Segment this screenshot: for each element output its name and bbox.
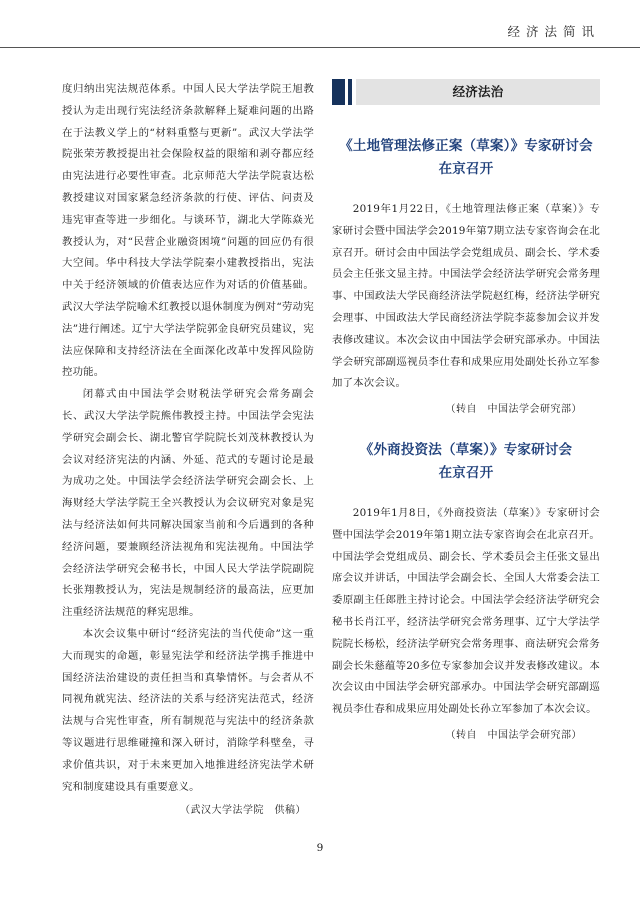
- article-2-credit: （转自 中国法学会研究部）: [445, 729, 582, 741]
- section-header: [332, 79, 600, 105]
- left-paragraph-1: 度归纳出宪法规范体系。中国人民大学法学院王旭教授认为走出现行宪法经济条款解释上疑难问题的出路在于法教义学上的“材料重整与更新”。武汉大学法学院张荣芳教授提出社会保险权益的限缩和剥夺都应经由宪法进行必要性审查。北京师范大学法学院袁达松教授建议对国家紧急经济条款的行使、评估、问责及违宪审查等进一步细化。与谈环节，湖北大学陈焱光教授认为，对“民营企业融资困境”问题的回应仍有很大空间。华中科技大学法学院秦小建教授指出，宪法中关于经济领域的价值表达应作为对话的价值基础。武汉大学法学院喻术红教授以退休制度为例对“劳动宪法”进行阐述。辽宁大学法学院郭金良研究员建议，宪法应保障和支持经济法在全面深化改革中发挥风险防控功能。: [62, 83, 314, 379]
- article-2-title: [332, 439, 600, 485]
- article-2-title-line-1: 《外商投资法（草案）》专家研讨会: [359, 441, 573, 458]
- section-bar-stripe: [348, 79, 352, 105]
- right-column: [332, 79, 600, 747]
- page-number: 9: [316, 842, 324, 854]
- left-column: [62, 79, 314, 822]
- left-paragraph-3: 本次会议集中研讨“经济宪法的当代使命”这一重大而现实的命题，彰显宪法学和经济法学携手推进中国经济法治建设的责任担当和真挚情怀。与会者从不同视角就宪法、经济法的关系与经济宪法范式，经济法规与合宪性审查，所有制规范与宪法中的经济条款等议题进行思维碰撞和深入研讨，消除学科壁垒，寻求价值共识，对于未来更加入地推进经济宪法学术研究和制度建设具有重要意义。: [62, 627, 314, 793]
- article-1-title-line-1: 《土地管理法修正案（草案）》专家研讨会: [339, 138, 593, 154]
- left-paragraph-2: 闭幕式由中国法学会财税法学研究会常务副会长、武汉大学法学院熊伟教授主持。中国法学会宪法学研究会副会长、湖北警官学院院长刘茂林教授认为会议对经济宪法的内涵、外延、范式的专题讨论是最为成功之处。中国法学会经济法学研究会副会长、上海财经大学法学院王全兴教授认为会议研究对象是宪法与经济法如何共同解决国家当前和今后遇到的各种经济问题，要兼顾经济法视角和宪法视角。中国法学会经济法学研究会秘书长，中国人民大学法学院副院长张翔教授认为，宪法是规制经济的最高法，应更加注重经济法规范的释宪思维。: [62, 388, 314, 619]
- article-1-title-line-2: 在京召开: [438, 161, 494, 177]
- journal-title: 经济法简讯: [507, 24, 600, 39]
- article-1-title: [332, 135, 600, 181]
- article-2-title-line-2: 在京召开: [438, 464, 494, 481]
- article-2-body: 2019年1月8日，《外商投资法（草案）》专家研讨会暨中国法学会2019年第1期立法专家咨询会在北京召开。中国法学会党组成员、副会长、学术委员会主任张文显出席会议并讲话，中国法学会副会长、全国人大常委会法工委原副主任郎胜主持讨论会。中国法学会经济法学研究会秘书长肖江平，经济法学研究会常务理事、辽宁大学法学院院长杨松，经济法学研究会常务理事、商法研究会常务副会长朱慈蕴等20多位专家参加会议并发表修改建议。本次会议由中国法学会研究部承办。中国法学会研究部副巡视员李仕春和成果应用处副处长孙立军参加了本次会议。: [332, 506, 600, 716]
- section-bar-block: [332, 79, 345, 105]
- article-1-credit: （转自 中国法学会研究部）: [445, 404, 582, 416]
- header-divider: [0, 47, 640, 48]
- article-1-body: 2019年1月22日，《土地管理法修正案（草案）》专家研讨会暨中国法学会2019年第7期立法专家咨询会在北京召开。研讨会由中国法学会党组成员、副会长、学术委员会主任张文显主持。中国法学会经济法学研究会常务理事、中国政法大学民商经济法学院赵红梅，经济法学研究会理事、中国政法大学民商经济法学院李蕊参加会议并发表修改建议。本次会议由中国法学会研究部承办。中国法学会研究部副巡视员李仕春和成果应用处副处长孙立军参加了本次会议。: [332, 203, 600, 390]
- left-credit: （武汉大学法学院 供稿）: [180, 805, 306, 817]
- section-label: 经济法治: [356, 79, 600, 105]
